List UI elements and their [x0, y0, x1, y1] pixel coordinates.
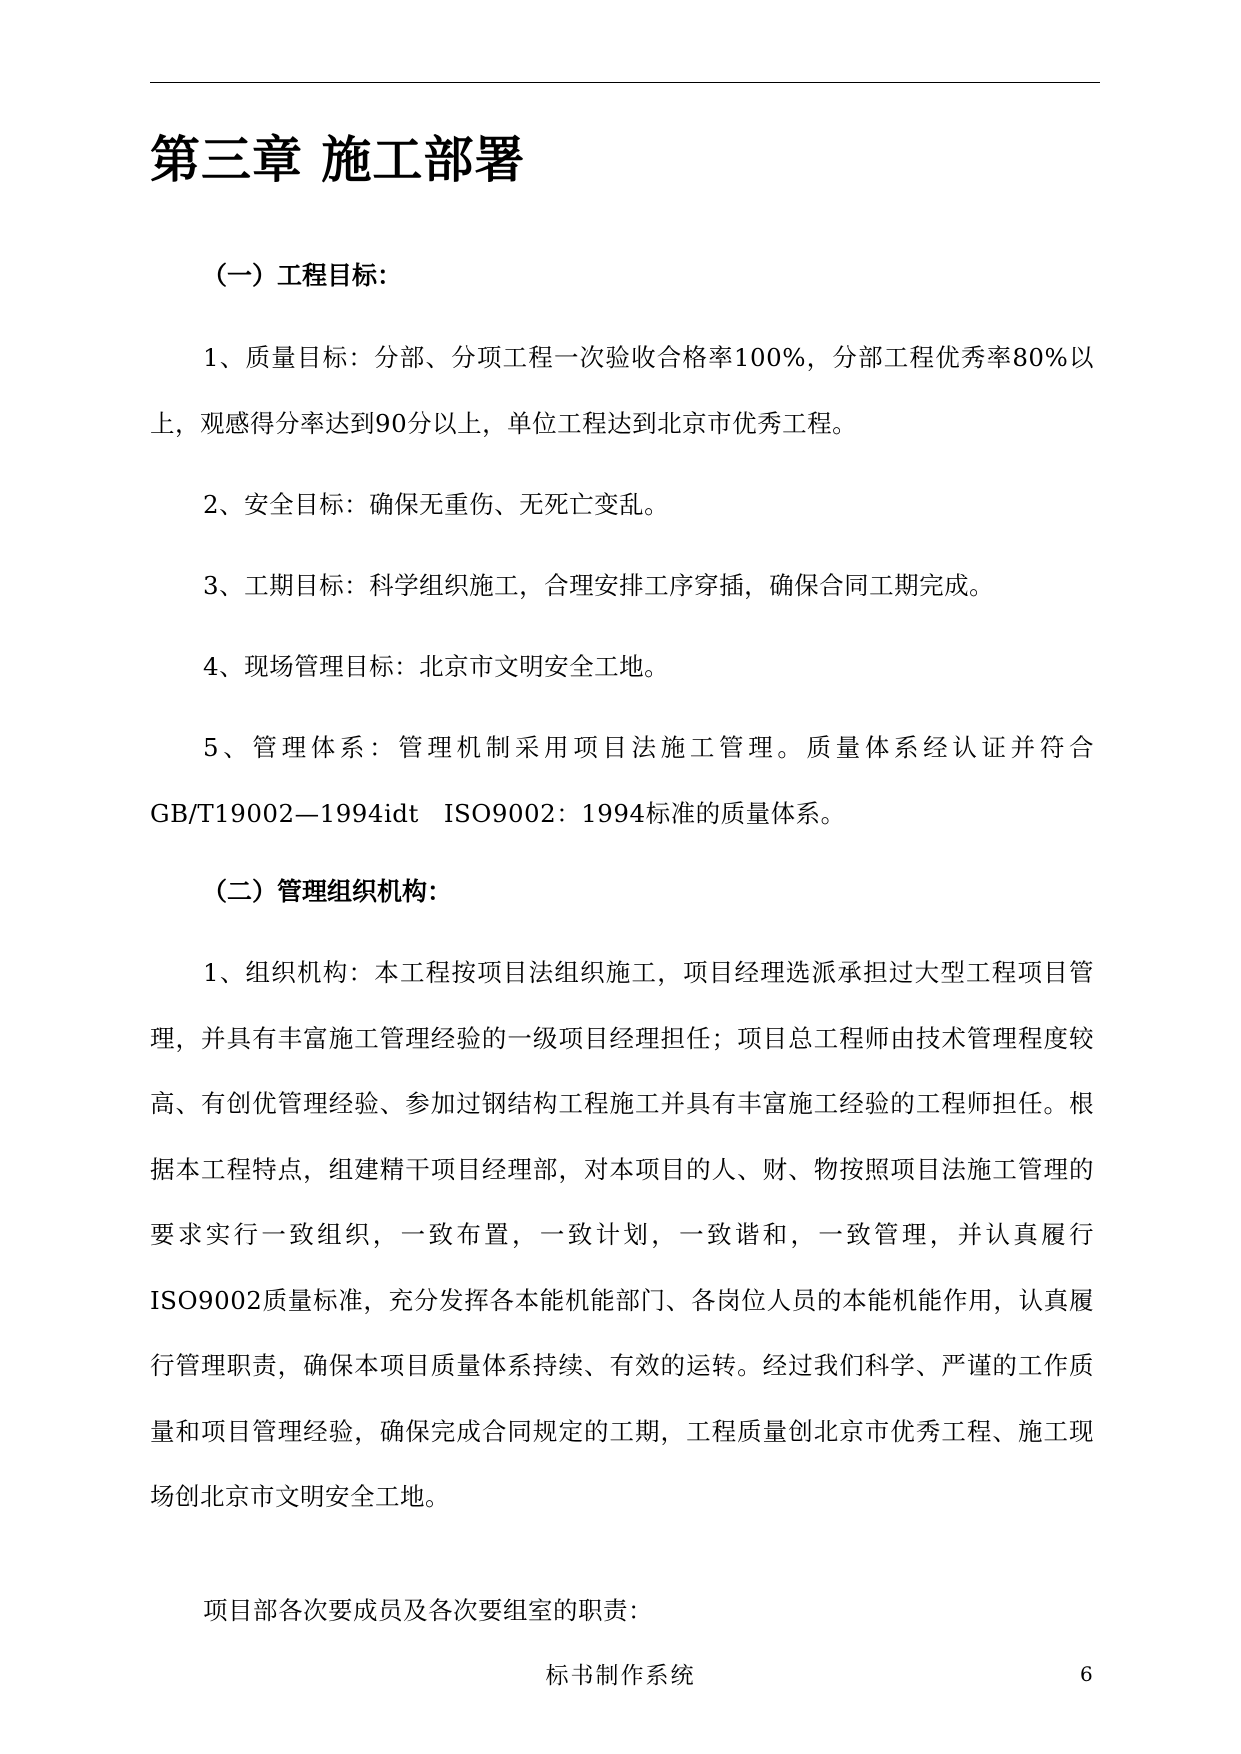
- chapter-title: 第三章 施工部署: [150, 131, 526, 189]
- goal-safety-paragraph: 2、安全目标：确保无重伤、无死亡变乱。: [203, 490, 670, 519]
- page-number: 6: [1080, 1662, 1093, 1686]
- footer-text: 标书制作系统: [545, 1663, 696, 1689]
- goal-schedule-paragraph: 3、工期目标：科学组织施工，合理安排工序穿插，确保合同工期完成。: [203, 571, 995, 600]
- section-heading-goals: （一）工程目标：: [202, 261, 403, 290]
- goal-site-management-paragraph: 4、现场管理目标：北京市文明安全工地。: [203, 652, 670, 681]
- header-rule: [150, 82, 1100, 83]
- project-department-duties-paragraph: 项目部各次要成员及各次要组室的职责：: [203, 1596, 653, 1625]
- goal-management-system-paragraph: 5、管理体系：管理机制采用项目法施工管理。质量体系经认证并符合GB/T19002—1994idt ISO9002：1994标准的质量体系。: [150, 733, 1094, 828]
- organization-paragraph: 1、组织机构：本工程按项目法组织施工，项目经理选派承担过大型工程项目管理，并具有丰富施工管理经验的一级项目经理担任；项目总工程师由技术管理程度较高、有创优管理经验、参加过钢结构工程施工并具有丰富施工经验的工程师担任。根据本工程特点，组建精干项目经理部，对本项目的人、财、物按照项目法施工管理的要求实行一致组织，一致布置，一致计划，一致谐和，一致管理，并认真履行ISO9002质量标准，充分发挥各本能机能部门、各岗位人员的本能机能作用，认真履行管理职责，确保本项目质量体系持续、有效的运转。经过我们科学、严谨的工作质量和项目管理经验，确保完成合同规定的工期，工程质量创北京市优秀工程、施工现场创北京市文明安全工地。: [150, 958, 1094, 1511]
- section-heading-organization: （二）管理组织机构：: [202, 877, 453, 906]
- goal-quality-paragraph: 1、质量目标：分部、分项工程一次验收合格率100%，分部工程优秀率80%以上，观感得分率达到90分以上，单位工程达到北京市优秀工程。: [150, 343, 1094, 438]
